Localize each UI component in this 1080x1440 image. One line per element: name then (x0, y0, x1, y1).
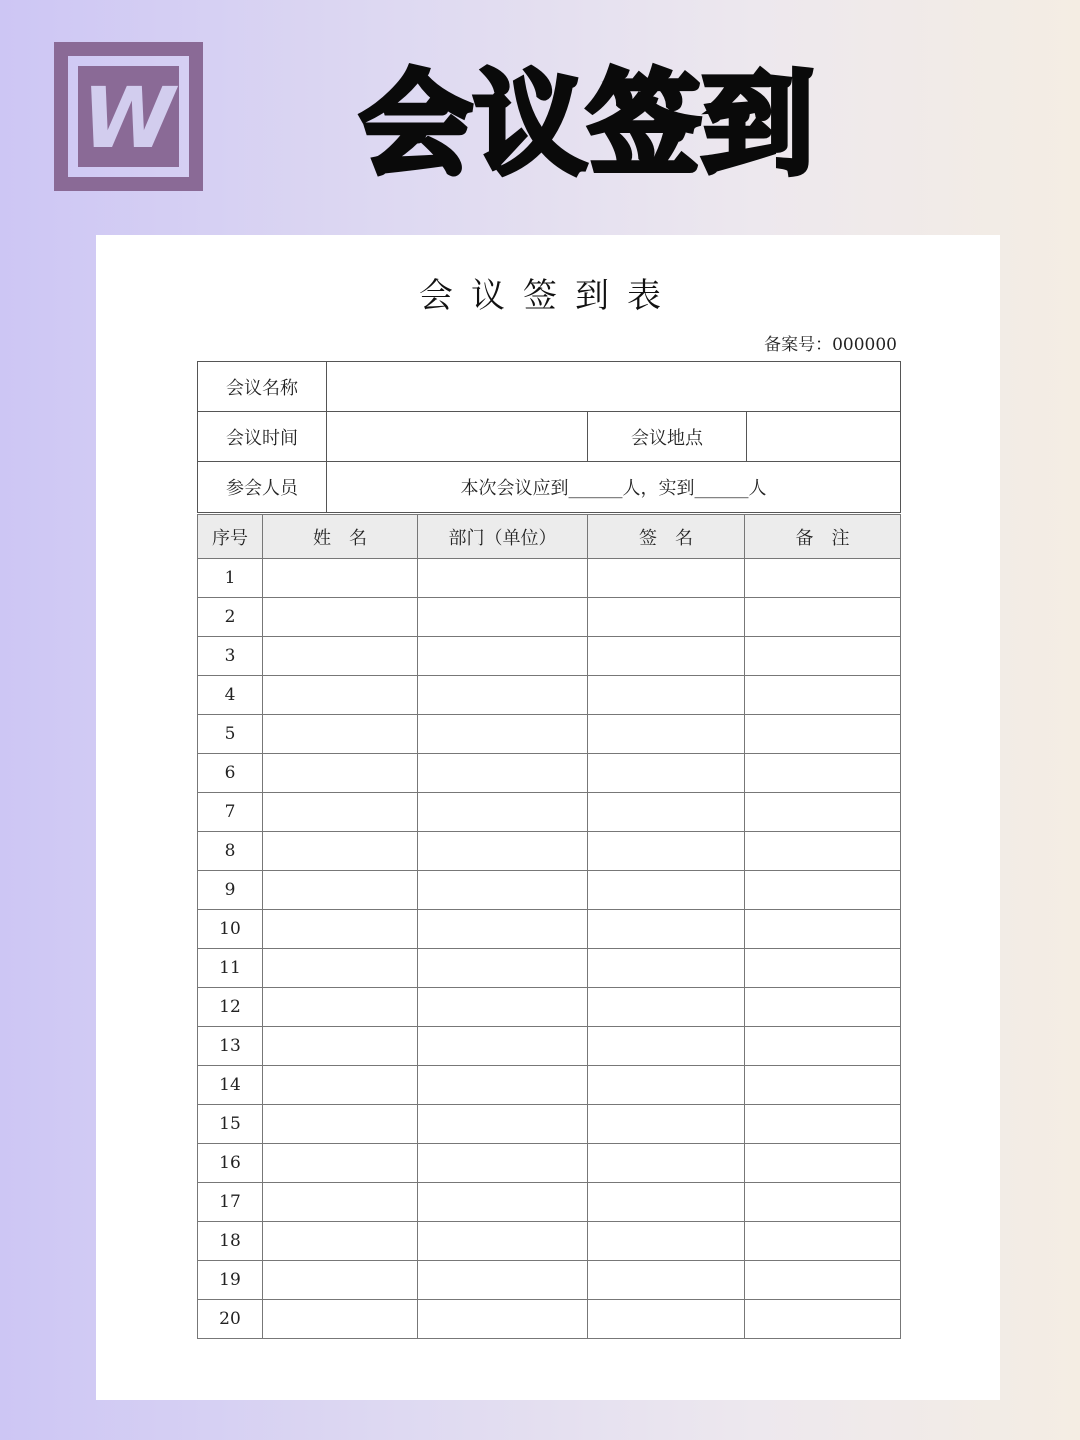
signature-cell[interactable] (588, 988, 745, 1027)
remarks-cell[interactable] (745, 1222, 901, 1261)
department-cell[interactable] (418, 793, 588, 832)
attendees-count-text[interactable]: 本次会议应到______人，实到______人 (327, 462, 901, 513)
table-row (198, 754, 901, 793)
word-logo-icon (54, 42, 203, 191)
signature-cell[interactable] (588, 1144, 745, 1183)
row-serial: 8 (198, 832, 263, 871)
remarks-cell[interactable] (745, 715, 901, 754)
meeting-place-field[interactable] (747, 412, 901, 462)
name-cell[interactable] (263, 1222, 418, 1261)
row-serial: 10 (198, 910, 263, 949)
signature-cell[interactable] (588, 1300, 745, 1339)
name-cell[interactable] (263, 910, 418, 949)
table-row (198, 793, 901, 832)
department-cell[interactable] (418, 1027, 588, 1066)
table-row (198, 1066, 901, 1105)
header-remarks: 备 注 (745, 515, 901, 559)
row-serial: 16 (198, 1144, 263, 1183)
department-cell[interactable] (418, 1183, 588, 1222)
table-header-row (198, 515, 901, 559)
signature-cell[interactable] (588, 715, 745, 754)
name-cell[interactable] (263, 1144, 418, 1183)
remarks-cell[interactable] (745, 754, 901, 793)
table-row (198, 832, 901, 871)
name-cell[interactable] (263, 1066, 418, 1105)
table-row (198, 1222, 901, 1261)
signature-cell[interactable] (588, 1066, 745, 1105)
table-row (198, 1105, 901, 1144)
row-serial: 17 (198, 1183, 263, 1222)
department-cell[interactable] (418, 1144, 588, 1183)
table-row (198, 1261, 901, 1300)
header-name: 姓 名 (263, 515, 418, 559)
header-serial: 序号 (198, 515, 263, 559)
signature-cell[interactable] (588, 1105, 745, 1144)
remarks-cell[interactable] (745, 871, 901, 910)
signature-cell[interactable] (588, 598, 745, 637)
department-cell[interactable] (418, 1222, 588, 1261)
word-logo-fill (78, 66, 179, 167)
meeting-place-label: 会议地点 (588, 412, 747, 462)
remarks-cell[interactable] (745, 1300, 901, 1339)
signature-cell[interactable] (588, 910, 745, 949)
header-department: 部门（单位） (418, 515, 588, 559)
department-cell[interactable] (418, 598, 588, 637)
department-cell[interactable] (418, 988, 588, 1027)
department-cell[interactable] (418, 910, 588, 949)
name-cell[interactable] (263, 559, 418, 598)
name-cell[interactable] (263, 832, 418, 871)
department-cell[interactable] (418, 1105, 588, 1144)
remarks-cell[interactable] (745, 1105, 901, 1144)
table-row (198, 715, 901, 754)
remarks-cell[interactable] (745, 988, 901, 1027)
name-cell[interactable] (263, 1105, 418, 1144)
row-serial: 20 (198, 1300, 263, 1339)
remarks-cell[interactable] (745, 1183, 901, 1222)
row-serial: 7 (198, 793, 263, 832)
table-row (198, 910, 901, 949)
meeting-name-field[interactable] (327, 362, 901, 412)
row-serial: 9 (198, 871, 263, 910)
name-cell[interactable] (263, 1183, 418, 1222)
remarks-cell[interactable] (745, 559, 901, 598)
name-cell[interactable] (263, 988, 418, 1027)
sign-in-table (197, 514, 901, 1339)
signature-cell[interactable] (588, 949, 745, 988)
department-cell[interactable] (418, 715, 588, 754)
remarks-cell[interactable] (745, 910, 901, 949)
remarks-cell[interactable] (745, 1027, 901, 1066)
remarks-cell[interactable] (745, 832, 901, 871)
row-serial: 11 (198, 949, 263, 988)
remarks-cell[interactable] (745, 949, 901, 988)
word-logo-letter: W (82, 69, 175, 167)
name-cell[interactable] (263, 715, 418, 754)
record-number: 备案号：000000 (764, 335, 897, 355)
table-row (198, 988, 901, 1027)
signature-cell[interactable] (588, 1027, 745, 1066)
department-cell[interactable] (418, 1066, 588, 1105)
meeting-time-row (198, 412, 901, 462)
row-serial: 5 (198, 715, 263, 754)
meeting-name-label: 会议名称 (198, 362, 327, 412)
meeting-name-row (198, 362, 901, 412)
remarks-cell[interactable] (745, 1066, 901, 1105)
table-row (198, 1183, 901, 1222)
department-cell[interactable] (418, 676, 588, 715)
row-serial: 2 (198, 598, 263, 637)
row-serial: 6 (198, 754, 263, 793)
signature-cell[interactable] (588, 1222, 745, 1261)
meeting-info-table (197, 361, 901, 513)
department-cell[interactable] (418, 637, 588, 676)
department-cell[interactable] (418, 871, 588, 910)
row-serial: 14 (198, 1066, 263, 1105)
document-title: 会议签到表 (419, 276, 679, 316)
remarks-cell[interactable] (745, 1261, 901, 1300)
header-signature: 签 名 (588, 515, 745, 559)
remarks-cell[interactable] (745, 793, 901, 832)
table-row (198, 1300, 901, 1339)
name-cell[interactable] (263, 1300, 418, 1339)
signature-cell[interactable] (588, 637, 745, 676)
name-cell[interactable] (263, 1261, 418, 1300)
signature-cell[interactable] (588, 676, 745, 715)
name-cell[interactable] (263, 1027, 418, 1066)
row-serial: 4 (198, 676, 263, 715)
department-cell[interactable] (418, 1261, 588, 1300)
meeting-time-label: 会议时间 (198, 412, 327, 462)
department-cell[interactable] (418, 754, 588, 793)
signature-cell[interactable] (588, 1183, 745, 1222)
department-cell[interactable] (418, 832, 588, 871)
remarks-cell[interactable] (745, 637, 901, 676)
table-row (198, 1144, 901, 1183)
banner-title: 会议签到 (360, 60, 816, 190)
remarks-cell[interactable] (745, 1144, 901, 1183)
attendees-label: 参会人员 (198, 462, 327, 513)
name-cell[interactable] (263, 676, 418, 715)
signature-cell[interactable] (588, 559, 745, 598)
table-row (198, 559, 901, 598)
name-cell[interactable] (263, 637, 418, 676)
remarks-cell[interactable] (745, 676, 901, 715)
table-row (198, 1027, 901, 1066)
table-row (198, 871, 901, 910)
signature-cell[interactable] (588, 793, 745, 832)
table-row (198, 637, 901, 676)
signature-cell[interactable] (588, 1261, 745, 1300)
table-row (198, 949, 901, 988)
signature-cell[interactable] (588, 754, 745, 793)
row-serial: 19 (198, 1261, 263, 1300)
row-serial: 18 (198, 1222, 263, 1261)
signature-cell[interactable] (588, 871, 745, 910)
name-cell[interactable] (263, 754, 418, 793)
name-cell[interactable] (263, 949, 418, 988)
table-body (198, 559, 901, 1339)
row-serial: 3 (198, 637, 263, 676)
table-row (198, 676, 901, 715)
row-serial: 12 (198, 988, 263, 1027)
row-serial: 15 (198, 1105, 263, 1144)
department-cell[interactable] (418, 559, 588, 598)
name-cell[interactable] (263, 871, 418, 910)
remarks-cell[interactable] (745, 598, 901, 637)
signature-cell[interactable] (588, 832, 745, 871)
name-cell[interactable] (263, 598, 418, 637)
attendees-row (198, 462, 901, 513)
row-serial: 13 (198, 1027, 263, 1066)
department-cell[interactable] (418, 1300, 588, 1339)
table-row (198, 598, 901, 637)
department-cell[interactable] (418, 949, 588, 988)
row-serial: 1 (198, 559, 263, 598)
name-cell[interactable] (263, 793, 418, 832)
meeting-time-field[interactable] (327, 412, 588, 462)
